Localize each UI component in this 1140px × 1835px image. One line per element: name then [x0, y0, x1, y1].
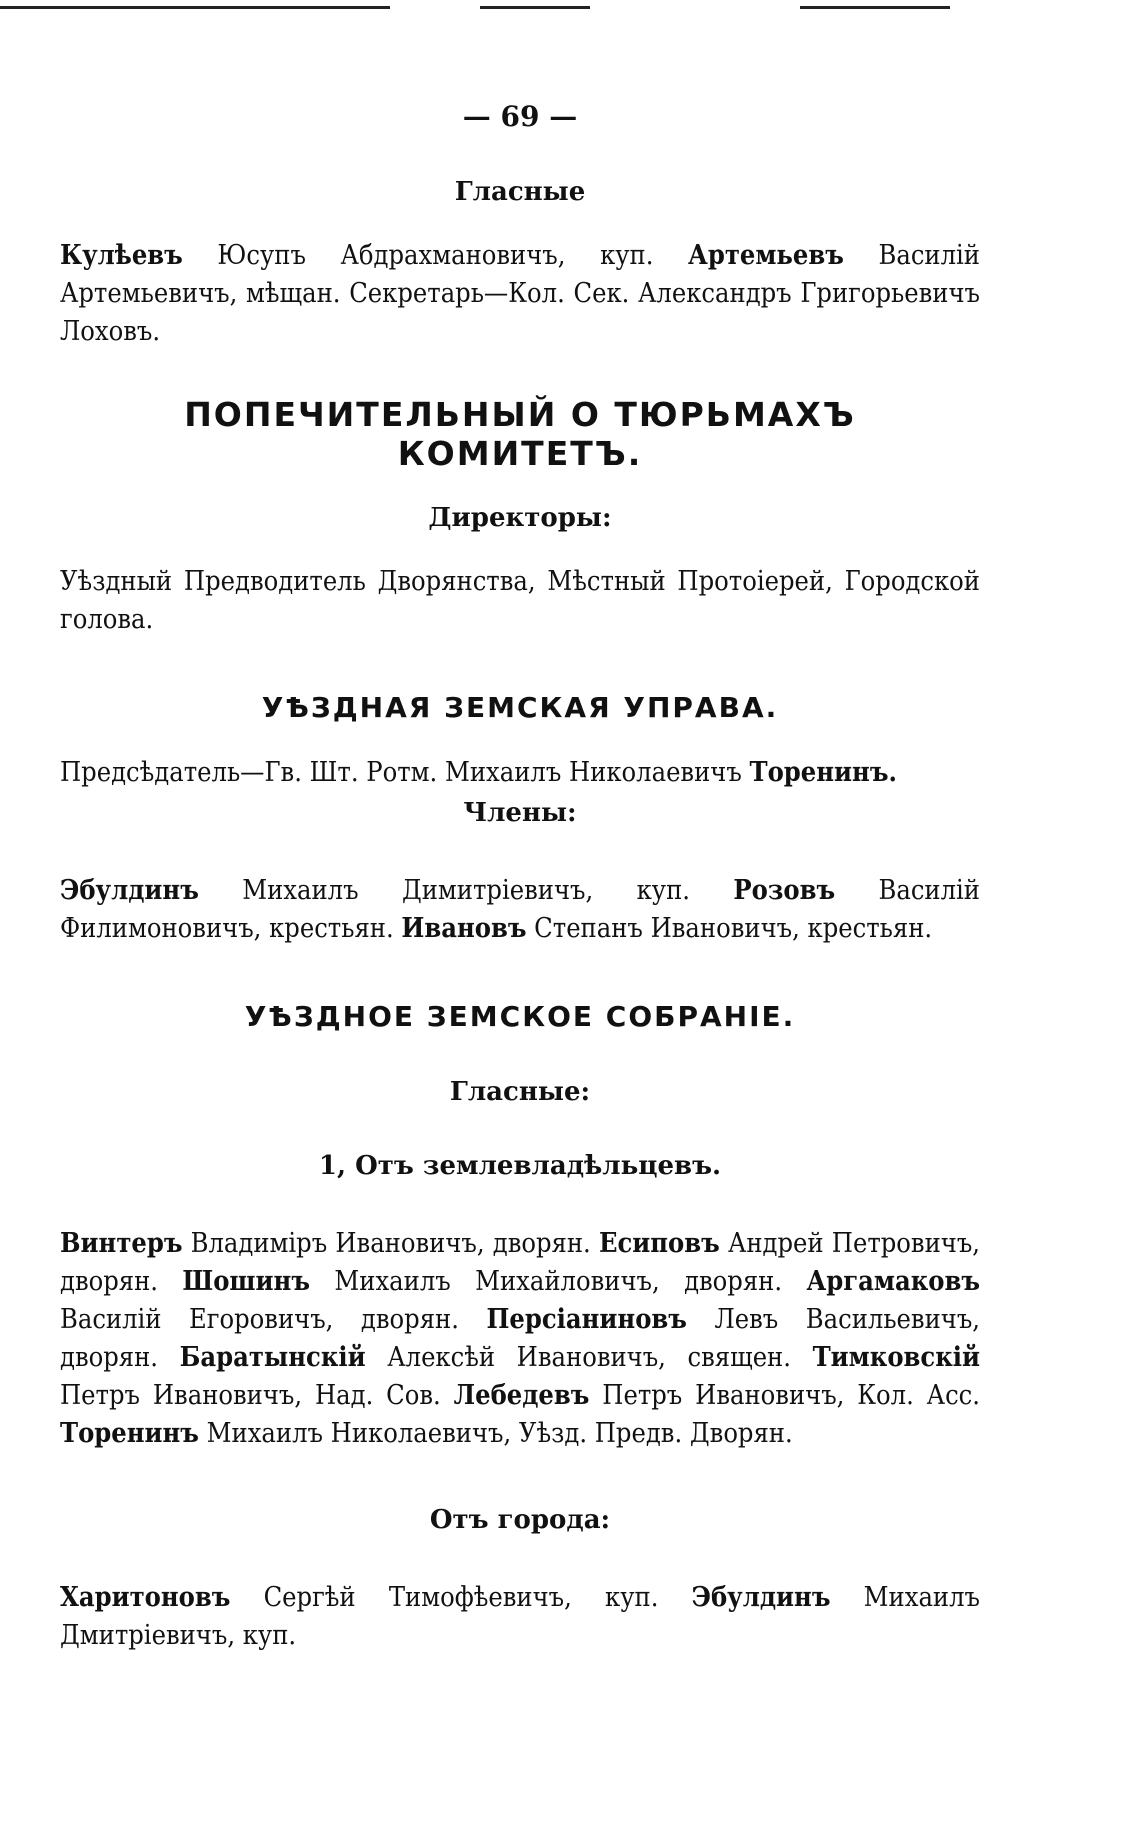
- group1-heading: 1, Отъ землевладѣльцевъ.: [318, 1151, 722, 1181]
- top-rule-left: [0, 6, 390, 9]
- surname: Винтеръ: [60, 1228, 183, 1259]
- surname: Торенинъ: [60, 1418, 199, 1449]
- surname: Есиповъ: [598, 1228, 720, 1259]
- group2-heading: Отъ города:: [429, 1505, 611, 1535]
- page-number: — 69 —: [462, 100, 578, 133]
- surname: Харитоновъ: [60, 1582, 231, 1613]
- surname: Торенинъ.: [749, 757, 897, 788]
- top-rule-mid: [480, 6, 590, 9]
- surname: Эбулдинъ: [60, 875, 199, 906]
- surname: Персіаниновъ: [486, 1304, 687, 1335]
- section3-members: Эбулдинъ Михаилъ Димитріевичъ, куп. Розовъ Василій Филимоновичъ, крестьян. Ивановъ Степанъ Ивановичъ, крестьян.: [60, 875, 980, 944]
- surname: Кулѣевъ: [60, 240, 183, 271]
- group1-text: Винтеръ Владиміръ Ивановичъ, дворян. Есиповъ Андрей Петровичъ, дворян. Шошинъ Михаилъ Михайловичъ, дворян. Аргамаковъ Василій Егоровичъ, дворян. Персіаниновъ Левъ Васильевичъ, дворян. Баратынскій Алексѣй Ивановичъ, священ. Тимковскій Петръ Ивановичъ, Над. Сов. Лебедевъ Петръ Ивановичъ, Кол. Асс. Торенинъ Михаилъ Николаевичъ, Уѣзд. Предв. Дворян.: [60, 1228, 981, 1449]
- section1-heading: Гласные: [454, 177, 586, 207]
- group2-text: Харитоновъ Сергѣй Тимофѣевичъ, куп. Эбулдинъ Михаилъ Дмитріевичъ, куп.: [60, 1582, 980, 1651]
- surname: Розовъ: [733, 875, 836, 906]
- surname: Артемьевъ: [688, 240, 844, 271]
- surname: Тимковскій: [812, 1342, 980, 1373]
- section3-chairman: Предсѣдатель—Гв. Шт. Ротм. Михаилъ Николаевичъ Торенинъ.: [60, 757, 897, 788]
- surname: Шошинъ: [182, 1266, 310, 1297]
- section3-heading: УѢЗДНАЯ ЗЕМСКАЯ УПРАВА.: [261, 691, 779, 724]
- surname: Ивановъ: [401, 913, 527, 944]
- section4-heading: УѢЗДНОЕ ЗЕМСКОЕ СОБРАНІЕ.: [244, 1000, 796, 1033]
- surname: Эбулдинъ: [691, 1582, 831, 1613]
- section2-heading: ПОПЕЧИТЕЛЬНЫЙ О ТЮРЬМАХЪ КОМИТЕТЪ.: [184, 395, 856, 473]
- section3-subheading: Члены:: [463, 798, 577, 828]
- section2-subheading: Директоры:: [428, 503, 612, 533]
- section4-subheading: Гласные:: [449, 1077, 591, 1107]
- surname: Аргамаковъ: [806, 1266, 980, 1297]
- surname: Баратынскій: [179, 1342, 366, 1373]
- surname: Лебедевъ: [453, 1380, 590, 1411]
- top-rule-right: [800, 6, 950, 9]
- document-page: [60, 100, 980, 1655]
- section2-text: Уѣздный Предводитель Дворянства, Мѣстный Протоіерей, Городской голова.: [60, 566, 980, 635]
- section1-text: Кулѣевъ Юсупъ Абдрахмановичъ, куп. Артемьевъ Василій Артемьевичъ, мѣщан. Секретарь—Кол. Сек. Александръ Григорьевичъ Лоховъ.: [60, 240, 980, 347]
